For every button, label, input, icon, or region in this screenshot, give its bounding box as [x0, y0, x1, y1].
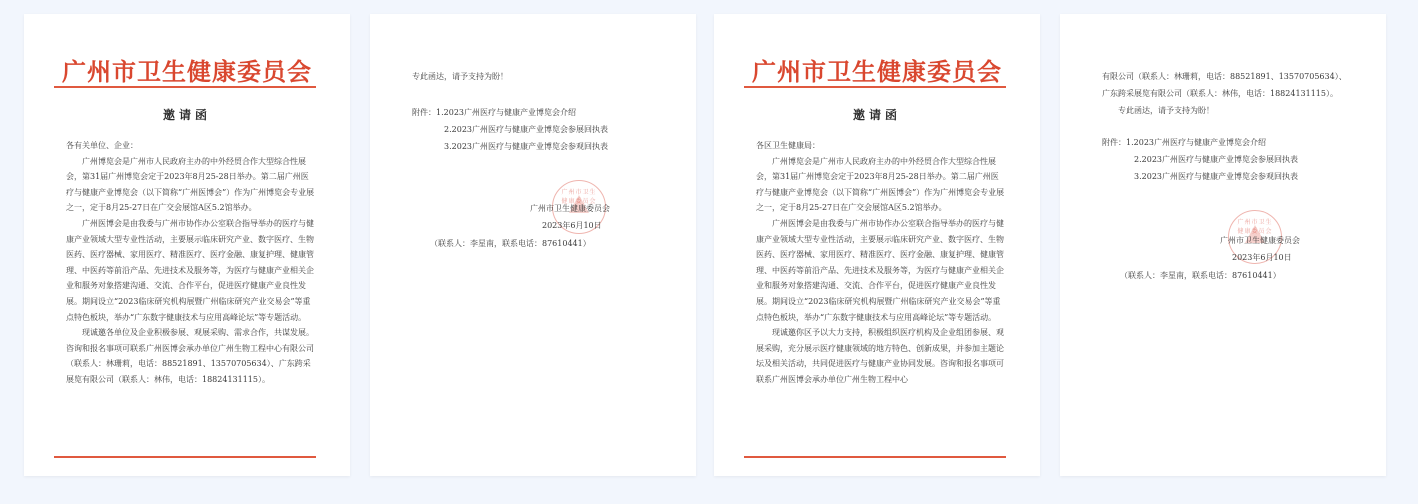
paragraph: 广州博览会是广州市人民政府主办的中外经贸合作大型综合性展会，第31届广州博览会定于2023年8月25-28日举办。第二届广州医疗与健康产业博览会（以下简称“广州医博会”）作为广州博览会专业展之一，定于8月25-27日在广交会展馆A区5.2馆举办。: [756, 156, 1005, 213]
closing-line: 专此函达，请予支持为盼！: [412, 72, 508, 81]
attachments-block: [1102, 134, 1352, 185]
attachment-item: 3.2023广州医疗与健康产业博览会参观回执表: [1134, 172, 1298, 181]
signature-date: 2023年6月10日: [542, 221, 602, 230]
signature-org: 广州市卫生健康委员会: [530, 204, 610, 213]
paragraph: 广州医博会是由我委与广州市协作办公室联合指导举办的医疗与健康产业领域大型专业性活动，主要展示临床研究产业、数字医疗、生物医药、医疗器械、家用医疗、精准医疗、医疗金融、康复护理、健康管理、中医药等前沿产品、先进技术及服务等，为医疗与健康产业相关企业和服务对象搭建沟通、交流、合作平台，促进医疗健康产业良性发展。期间设立“2023临床研究机构展暨广州临床研究产业交易会”等重点特色板块，举办“广东数字健康技术与应用高峰论坛”等专题活动。: [66, 218, 314, 322]
paragraph: 现诚邀各单位及企业积极参展、观展采购、需求合作，共谋发展。咨询和报名事项可联系广州医博会承办单位广州生物工程中心有限公司（联系人：林珊莉，电话：88521891、13570705634）、广东跨采展览有限公司（联系人：林伟，电话：18824131115）。: [66, 328, 314, 384]
attachments-label: 附件：: [1102, 138, 1126, 147]
attachment-item: 1.2023广州医疗与健康产业博览会介绍: [436, 108, 576, 117]
continuation-text: [1102, 68, 1352, 119]
paragraph: 广州博览会是广州市人民政府主办的中外经贸合作大型综合性展会，第31届广州博览会定于2023年8月25-28日举办。第二届广州医疗与健康产业博览会（以下简称“广州医博会”）作为广州博览会专业展之一，定于8月25-27日在广交会展馆A区5.2馆举办。: [66, 156, 315, 213]
official-seal: 广州市卫生健康委员会: [552, 180, 606, 234]
letter-title: 邀请函: [162, 108, 211, 122]
footer-red-line: [54, 456, 316, 458]
closing-line: 专此函达，请予支持为盼！: [1118, 106, 1214, 115]
contact-line: （联系人：李星南，联系电话：87610441）: [430, 239, 591, 248]
continuation-paragraph: 有限公司（联系人：林珊莉，电话：88521891、13570705634）、广东跨采展览有限公司（联系人：林伟，电话：18824131115）。: [1102, 72, 1347, 98]
attachment-item: 1.2023广州医疗与健康产业博览会介绍: [1126, 138, 1266, 147]
footer-red-line: [744, 456, 1006, 458]
attachments-label: 附件：: [412, 108, 436, 117]
official-seal: 广州市卫生健康委员会: [1228, 210, 1282, 264]
document-page-3: [714, 14, 1040, 476]
paragraph: 现诚邀你区予以大力支持，积极组织医疗机构及企业组团参展、观展采购，充分展示医疗健康领域的地方特色、创新成果，并参加主题论坛及相关活动，共同促进医疗与健康产业协同发展。咨询和报名事项可联系广州医博会承办单位广州生物工程中心: [756, 328, 1004, 384]
document-page-2: [370, 14, 696, 476]
paragraph: 广州医博会是由我委与广州市协作办公室联合指导举办的医疗与健康产业领域大型专业性活动，主要展示临床研究产业、数字医疗、生物医药、医疗器械、家用医疗、精准医疗、医疗金融、康复护理、健康管理、中医药等前沿产品、先进技术及服务等，为医疗与健康产业相关企业和服务对象搭建沟通、交流、合作平台，促进医疗健康产业良性发展。期间设立“2023临床研究机构展暨广州临床研究产业交易会”等重点特色板块，举办“广东数字健康技术与应用高峰论坛”等专题活动。: [756, 218, 1004, 322]
signature-date: 2023年6月10日: [1232, 253, 1292, 262]
salutation: 各有关单位、企业：: [66, 141, 138, 150]
salutation: 各区卫生健康局：: [756, 141, 820, 150]
contact-line: （联系人：李星南，联系电话：87610441）: [1120, 271, 1281, 280]
letterhead-red-line: [744, 86, 1006, 88]
letterhead-red-line: [54, 86, 316, 88]
attachments-block: [412, 104, 662, 155]
document-page-1: [24, 14, 350, 476]
signature-org: 广州市卫生健康委员会: [1220, 236, 1300, 245]
document-page-4: [1060, 14, 1386, 476]
letter-body: [756, 138, 1006, 388]
attachment-item: 3.2023广州医疗与健康产业博览会参观回执表: [444, 142, 608, 151]
letterhead-title: 广州市卫生健康委员会: [752, 57, 1002, 86]
letterhead-title: 广州市卫生健康委员会: [62, 57, 312, 86]
attachment-item: 2.2023广州医疗与健康产业博览会参展回执表: [1134, 155, 1298, 164]
letter-title: 邀请函: [852, 108, 901, 122]
letter-body: [66, 138, 316, 388]
attachment-item: 2.2023广州医疗与健康产业博览会参展回执表: [444, 125, 608, 134]
